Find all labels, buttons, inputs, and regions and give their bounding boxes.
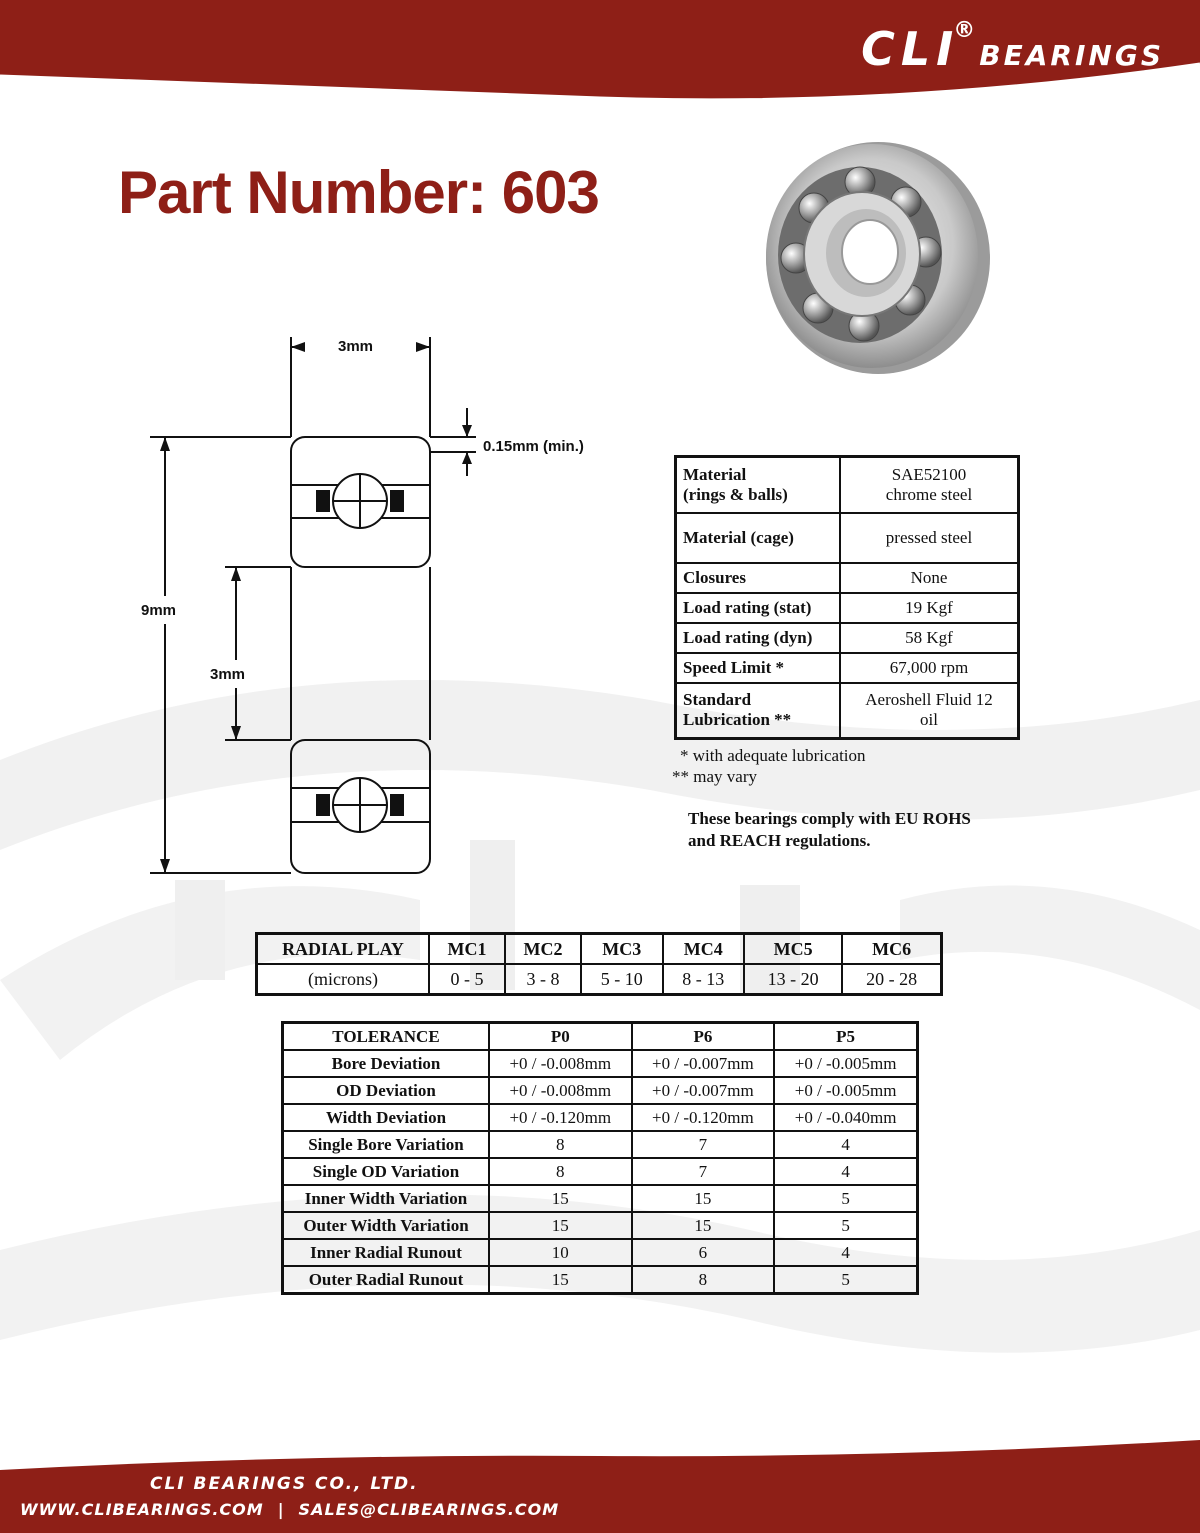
tolerance-cell: 8 bbox=[489, 1158, 632, 1185]
tolerance-cell: 15 bbox=[489, 1185, 632, 1212]
tolerance-col-header: P6 bbox=[632, 1023, 775, 1051]
brand-main: CLI bbox=[861, 22, 960, 76]
page-title: Part Number: 603 bbox=[118, 159, 599, 226]
radial-play-values-row bbox=[257, 964, 942, 995]
tolerance-row-label: Outer Width Variation bbox=[283, 1212, 490, 1239]
tolerance-header-row bbox=[283, 1023, 918, 1051]
tolerance-col-header: P5 bbox=[774, 1023, 917, 1051]
table-row bbox=[283, 1212, 918, 1239]
chamfer-dimension-label: 0.15mm (min.) bbox=[483, 438, 584, 455]
footnote-may-vary: ** may vary bbox=[672, 767, 757, 786]
tolerance-cell: 8 bbox=[489, 1131, 632, 1158]
tolerance-cell: +0 / -0.007mm bbox=[632, 1050, 775, 1077]
tolerance-cell: +0 / -0.120mm bbox=[632, 1104, 775, 1131]
tolerance-row-label: Bore Deviation bbox=[283, 1050, 490, 1077]
spec-row-lubrication bbox=[676, 683, 1019, 739]
tolerance-cell: 10 bbox=[489, 1239, 632, 1266]
bore-dimension-label: 3mm bbox=[210, 666, 246, 683]
radial-play-col-header: MC4 bbox=[663, 934, 745, 965]
tolerance-cell: +0 / -0.007mm bbox=[632, 1077, 775, 1104]
tolerance-header: TOLERANCE bbox=[283, 1023, 490, 1051]
radial-play-value: 3 - 8 bbox=[505, 964, 581, 995]
spec-key: Material (cage) bbox=[676, 513, 841, 563]
spec-key: Material (rings & balls) bbox=[676, 457, 841, 513]
radial-play-col-header: MC5 bbox=[744, 934, 842, 965]
tolerance-row-label: Width Deviation bbox=[283, 1104, 490, 1131]
tolerance-cell: 6 bbox=[632, 1239, 775, 1266]
tolerance-cell: 4 bbox=[774, 1131, 917, 1158]
radial-play-value: 13 - 20 bbox=[744, 964, 842, 995]
spec-value: 19 Kgf bbox=[840, 593, 1019, 623]
spec-row-speed bbox=[676, 653, 1019, 683]
bearing-drawing bbox=[120, 330, 640, 890]
tolerance-cell: 15 bbox=[489, 1212, 632, 1239]
email-link[interactable]: SALES@CLIBEARINGS.COM bbox=[298, 1500, 560, 1519]
tolerance-cell: 8 bbox=[632, 1266, 775, 1294]
spec-row-load-stat bbox=[676, 593, 1019, 623]
spec-value: Aeroshell Fluid 12 oil bbox=[840, 683, 1019, 739]
radial-play-value: 5 - 10 bbox=[581, 964, 663, 995]
tolerance-cell: +0 / -0.005mm bbox=[774, 1077, 917, 1104]
tolerance-cell: +0 / -0.005mm bbox=[774, 1050, 917, 1077]
compliance-statement: These bearings comply with EU ROHS and REACH regulations. bbox=[688, 809, 971, 850]
tolerance-cell: +0 / -0.120mm bbox=[489, 1104, 632, 1131]
spec-key: Closures bbox=[676, 563, 841, 593]
radial-play-unit: (microns) bbox=[257, 964, 430, 995]
radial-play-value: 8 - 13 bbox=[663, 964, 745, 995]
tolerance-cell: +0 / -0.008mm bbox=[489, 1077, 632, 1104]
website-link[interactable]: WWW.CLIBEARINGS.COM bbox=[20, 1500, 264, 1519]
registered-mark: ® bbox=[953, 18, 976, 43]
tolerance-col-header: P0 bbox=[489, 1023, 632, 1051]
tolerance-row-label: Inner Width Variation bbox=[283, 1185, 490, 1212]
tolerance-row-label: Outer Radial Runout bbox=[283, 1266, 490, 1294]
bearing-photo bbox=[760, 140, 990, 380]
spec-key: Load rating (stat) bbox=[676, 593, 841, 623]
tolerance-cell: +0 / -0.008mm bbox=[489, 1050, 632, 1077]
tolerance-row-label: Single Bore Variation bbox=[283, 1131, 490, 1158]
spec-row-material bbox=[676, 457, 1019, 513]
width-dimension-label: 3mm bbox=[338, 338, 374, 355]
table-row bbox=[283, 1077, 918, 1104]
spec-row-closures bbox=[676, 563, 1019, 593]
spec-value: SAE52100 chrome steel bbox=[840, 457, 1019, 513]
spec-value: None bbox=[840, 563, 1019, 593]
tolerance-cell: 15 bbox=[632, 1212, 775, 1239]
spec-table bbox=[674, 455, 1020, 740]
spec-value: pressed steel bbox=[840, 513, 1019, 563]
spec-key: Speed Limit * bbox=[676, 653, 841, 683]
tolerance-cell: 5 bbox=[774, 1185, 917, 1212]
tolerance-cell: 5 bbox=[774, 1212, 917, 1239]
radial-play-value: 0 - 5 bbox=[429, 964, 505, 995]
radial-play-value: 20 - 28 bbox=[842, 964, 941, 995]
radial-play-header-row bbox=[257, 934, 942, 965]
tolerance-cell: 15 bbox=[489, 1266, 632, 1294]
table-row bbox=[283, 1131, 918, 1158]
table-row bbox=[283, 1185, 918, 1212]
tolerance-cell: 4 bbox=[774, 1239, 917, 1266]
spec-value: 58 Kgf bbox=[840, 623, 1019, 653]
tolerance-cell: 7 bbox=[632, 1131, 775, 1158]
spec-key: Load rating (dyn) bbox=[676, 623, 841, 653]
spec-value: 67,000 rpm bbox=[840, 653, 1019, 683]
radial-play-col-header: MC1 bbox=[429, 934, 505, 965]
brand-logo bbox=[861, 18, 1164, 76]
spec-key: Standard Lubrication ** bbox=[676, 683, 841, 739]
table-row bbox=[283, 1266, 918, 1294]
radial-play-table bbox=[255, 932, 943, 996]
table-row bbox=[283, 1239, 918, 1266]
spec-row-load-dyn bbox=[676, 623, 1019, 653]
table-row bbox=[283, 1158, 918, 1185]
radial-play-col-header: MC2 bbox=[505, 934, 581, 965]
brand-sub: BEARINGS bbox=[979, 39, 1164, 72]
tolerance-table bbox=[281, 1021, 919, 1295]
tolerance-cell: 5 bbox=[774, 1266, 917, 1294]
separator: | bbox=[277, 1500, 285, 1519]
footnote-lubrication: * with adequate lubrication bbox=[680, 746, 866, 765]
company-name: CLI BEARINGS CO., LTD. bbox=[150, 1474, 419, 1494]
radial-play-header: RADIAL PLAY bbox=[257, 934, 430, 965]
table-row bbox=[283, 1104, 918, 1131]
tolerance-cell: 4 bbox=[774, 1158, 917, 1185]
tolerance-cell: 7 bbox=[632, 1158, 775, 1185]
tolerance-row-label: OD Deviation bbox=[283, 1077, 490, 1104]
od-dimension-label: 9mm bbox=[141, 602, 177, 619]
radial-play-col-header: MC6 bbox=[842, 934, 941, 965]
tolerance-cell: +0 / -0.040mm bbox=[774, 1104, 917, 1131]
table-row bbox=[283, 1050, 918, 1077]
tolerance-row-label: Single OD Variation bbox=[283, 1158, 490, 1185]
spec-row-cage bbox=[676, 513, 1019, 563]
contact-line bbox=[20, 1500, 559, 1519]
radial-play-col-header: MC3 bbox=[581, 934, 663, 965]
tolerance-row-label: Inner Radial Runout bbox=[283, 1239, 490, 1266]
tolerance-cell: 15 bbox=[632, 1185, 775, 1212]
